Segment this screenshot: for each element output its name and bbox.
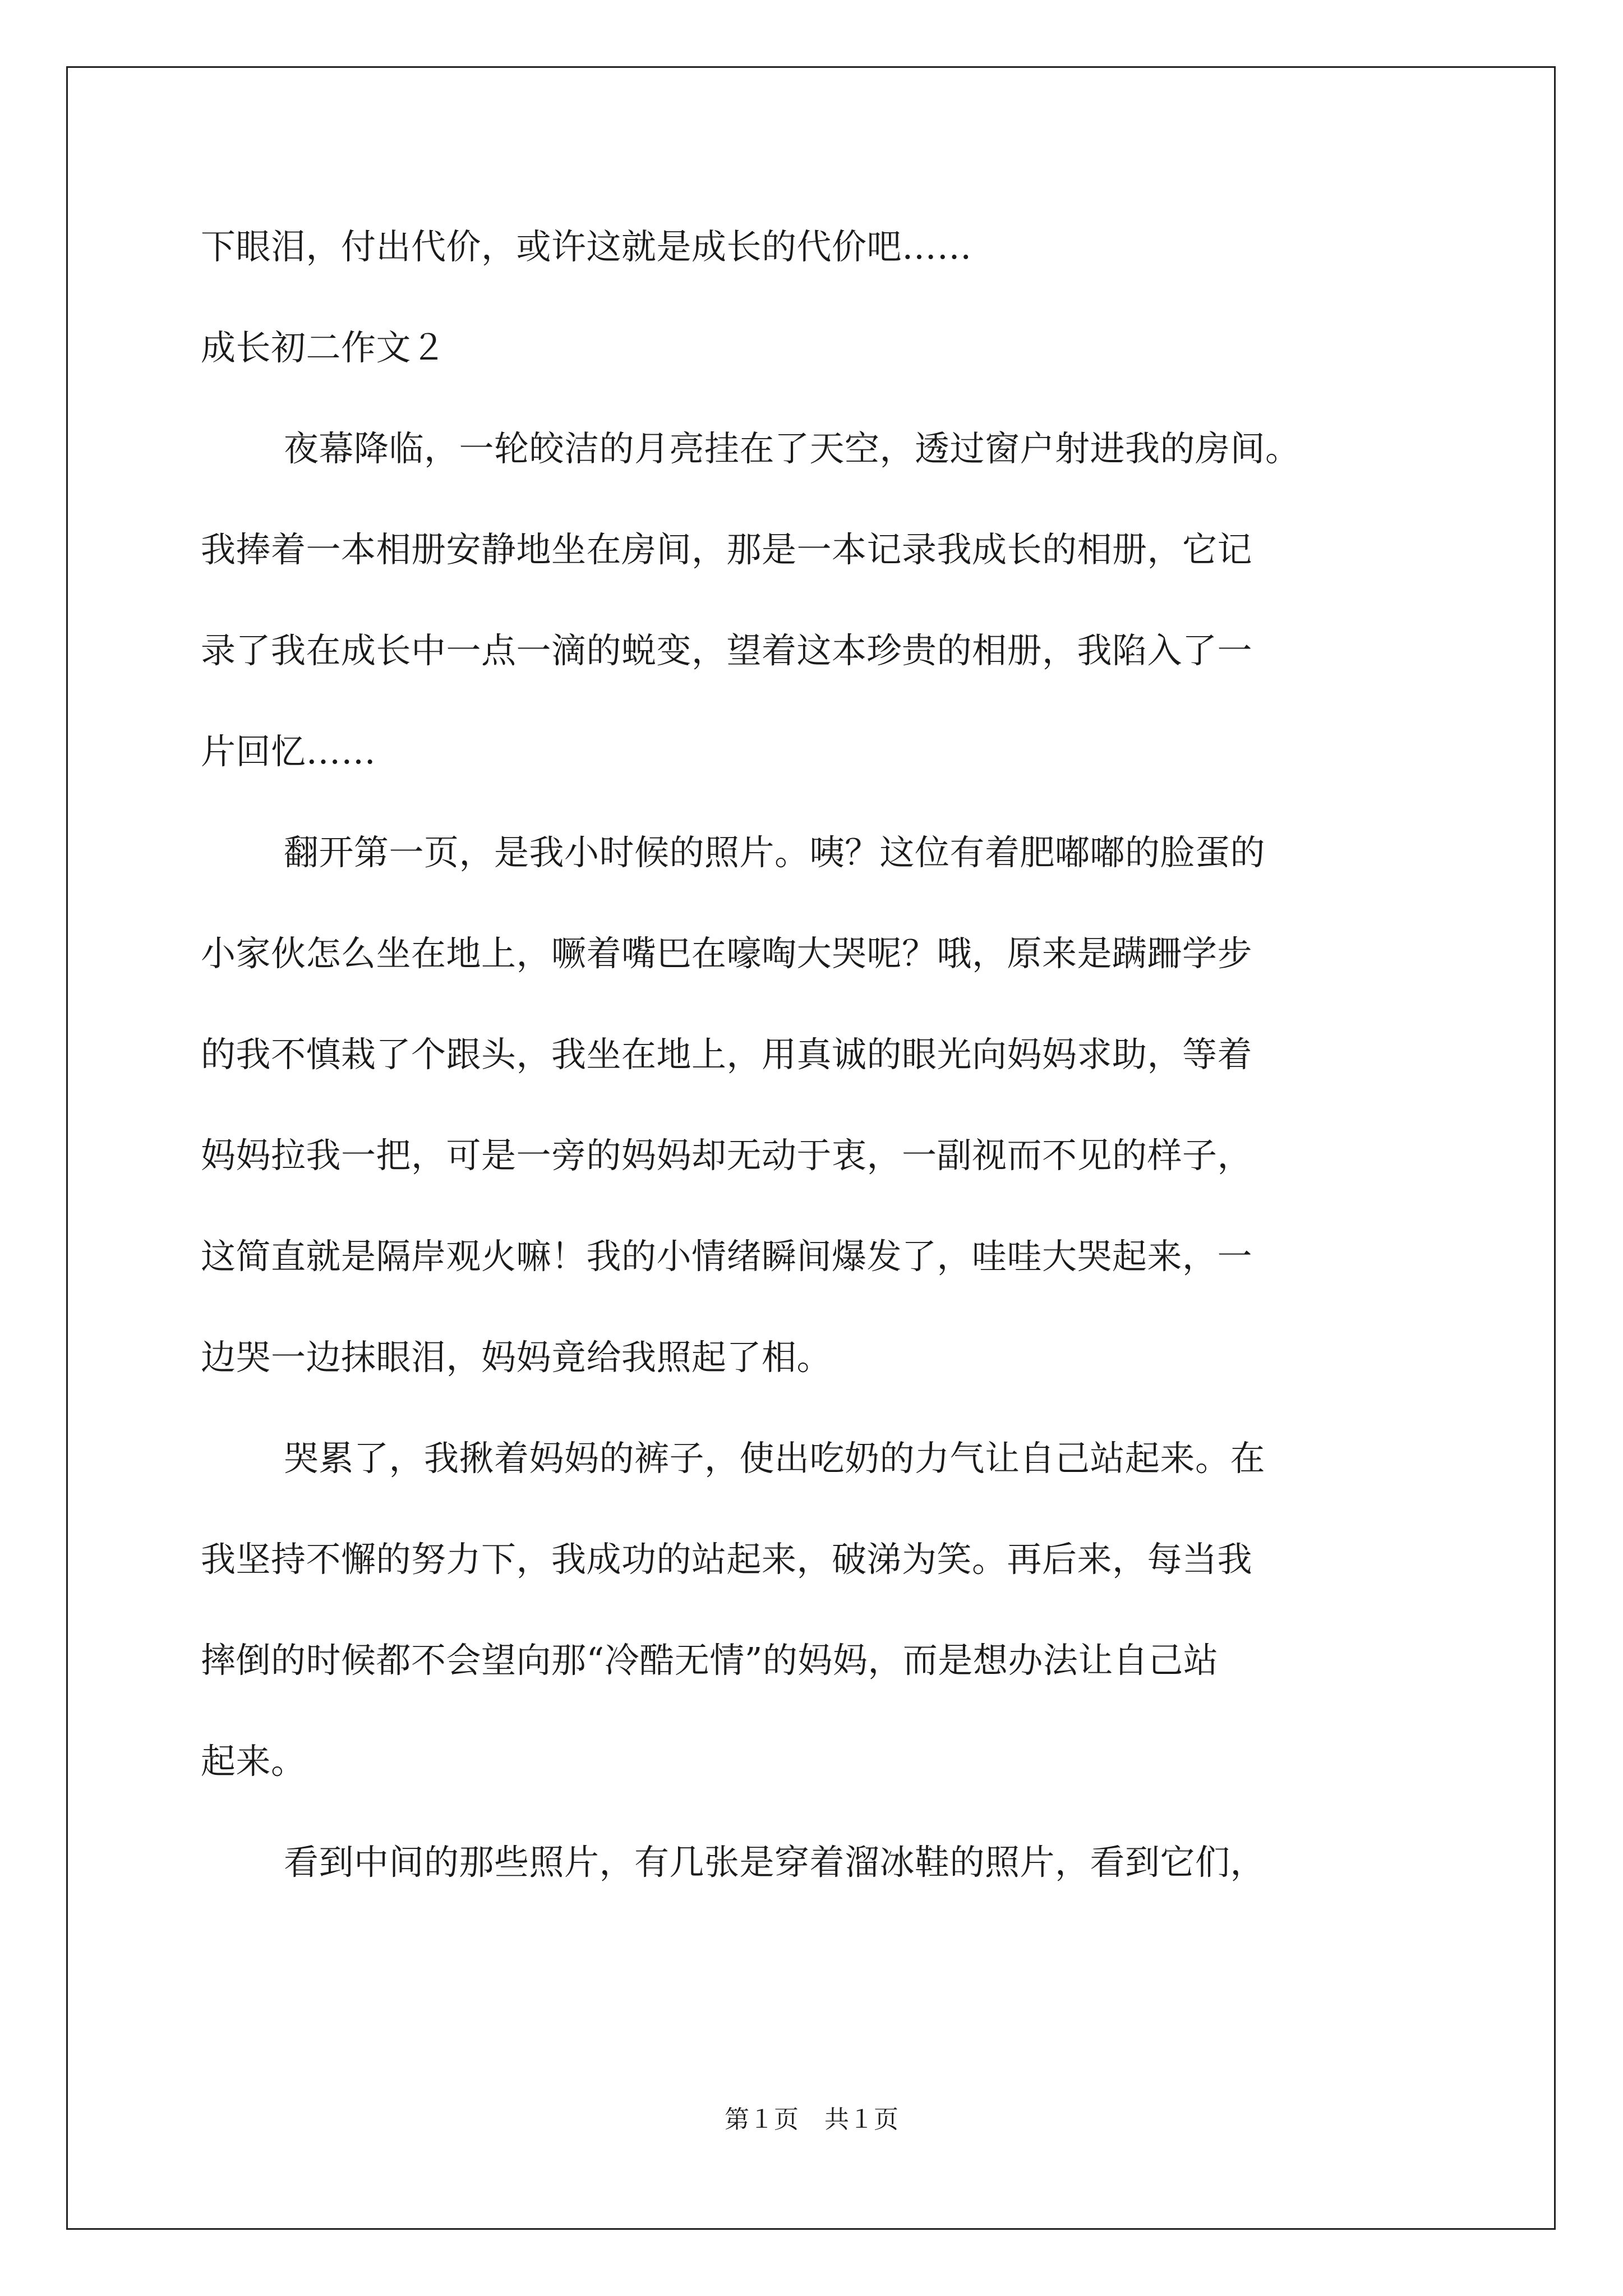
text-line: 起来。 (201, 1741, 306, 1782)
text-line: 翻开第一页，是我小时候的照片。咦？这位有着肥嘟嘟的脸蛋的 (284, 832, 1266, 873)
text-line: 下眼泪，付出代价，或许这就是成长的代价吧…… (201, 226, 972, 267)
text-line: 我坚持不懈的努力下，我成功的站起来，破涕为笑。再后来，每当我 (201, 1539, 1253, 1580)
page-footer (0, 2099, 1623, 2135)
text-line: 片回忆…… (201, 731, 376, 772)
page-number: 第１页 (725, 2105, 799, 2134)
text-line: 录了我在成长中一点一滴的蜕变，望着这本珍贵的相册，我陷入了一 (201, 630, 1253, 671)
text-line: 摔倒的时候都不会望向那“冷酷无情”的妈妈，而是想办法让自己站 (201, 1640, 1219, 1681)
text-line: 妈妈拉我一把，可是一旁的妈妈却无动于衷，一副视而不见的样子， (201, 1135, 1253, 1176)
text-line: 边哭一边抹眼泪，妈妈竟给我照起了相。 (201, 1337, 832, 1378)
document-body (201, 213, 1429, 1930)
page-total: 共１页 (824, 2105, 898, 2134)
text-line: 夜幕降临，一轮皎洁的月亮挂在了天空，透过窗户射进我的房间。 (284, 428, 1301, 469)
text-line: 这简直就是隔岸观火嘛！我的小情绪瞬间爆发了，哇哇大哭起来，一 (201, 1236, 1253, 1277)
text-line: 哭累了，我揪着妈妈的裤子，使出吃奶的力气让自己站起来。在 (284, 1438, 1266, 1479)
text-line: 的我不慎栽了个跟头，我坐在地上，用真诚的眼光向妈妈求助，等着 (201, 1034, 1253, 1075)
text-line: 看到中间的那些照片，有几张是穿着溜冰鞋的照片，看到它们， (284, 1842, 1266, 1883)
text-line: 小家伙怎么坐在地上，噘着嘴巴在嚎啕大哭呢？哦，原来是蹒跚学步 (201, 933, 1253, 974)
text-line: 我捧着一本相册安静地坐在房间，那是一本记录我成长的相册，它记 (201, 529, 1253, 570)
section-title: 成长初二作文２ (201, 327, 446, 368)
